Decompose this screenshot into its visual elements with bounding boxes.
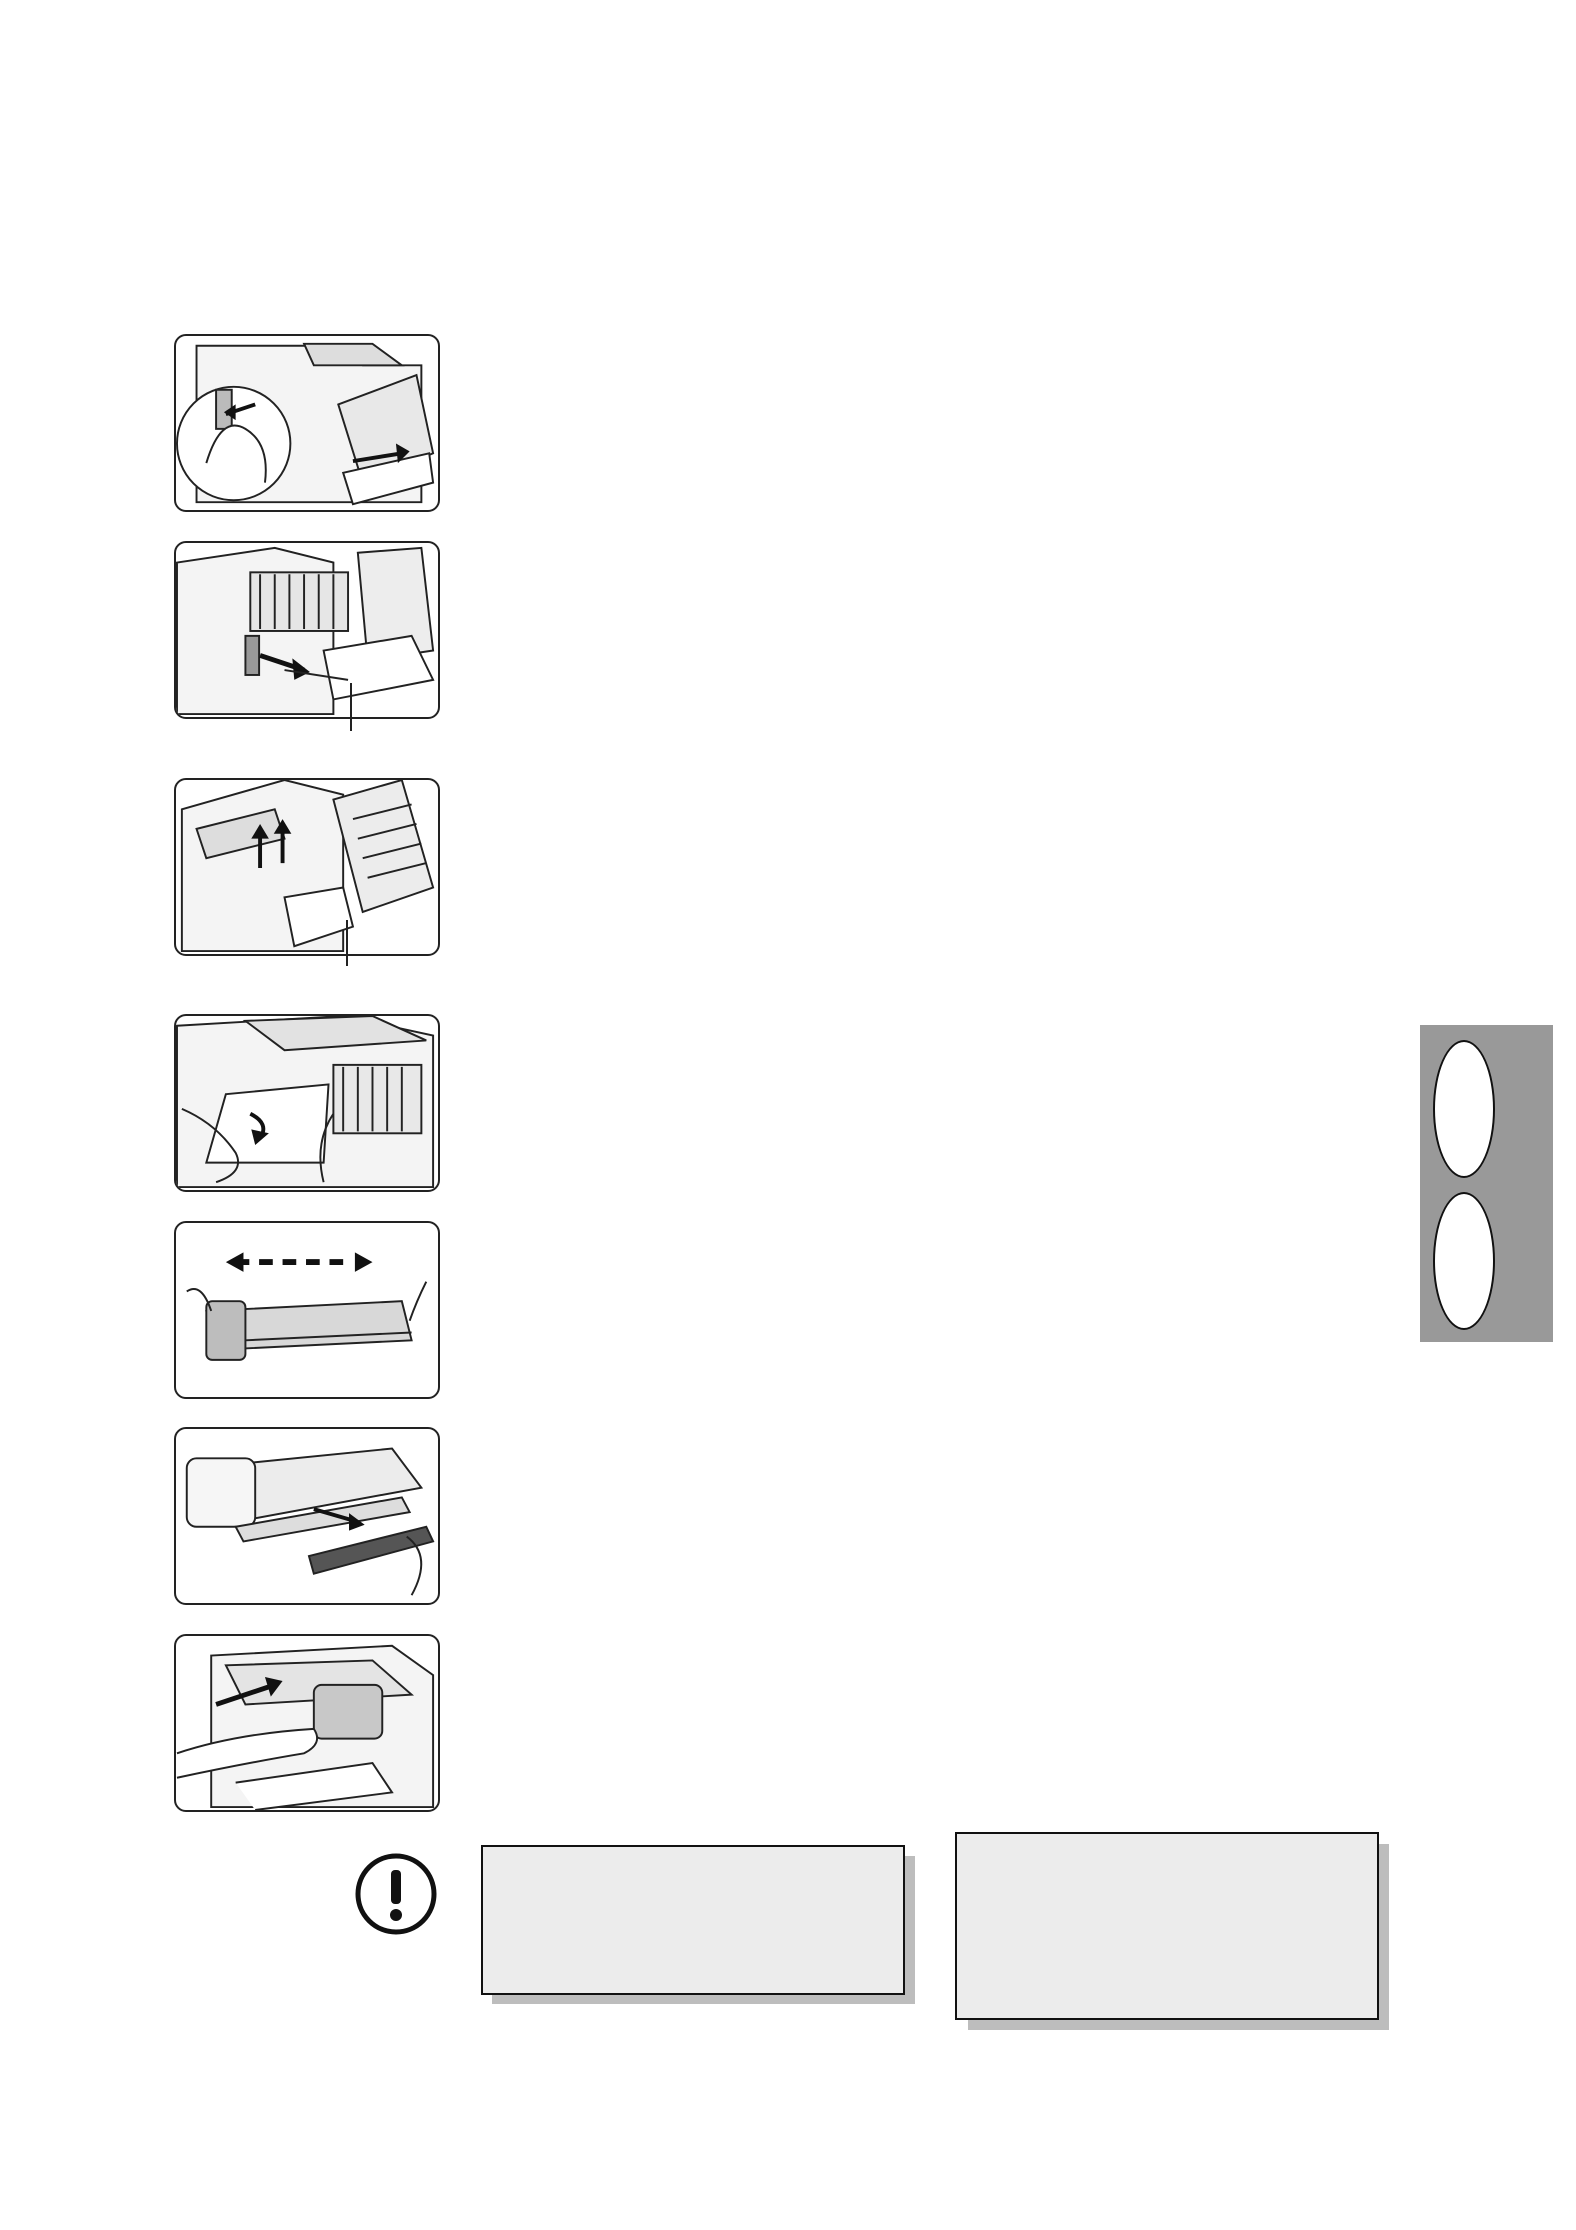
step-5-illustration [174, 1221, 440, 1399]
step-1-illustration [174, 334, 440, 512]
open-front-cover-illustration [176, 1016, 438, 1190]
step-3-illustration [174, 778, 440, 956]
side-tab-upper-oval [1433, 1040, 1495, 1178]
caution-note-box-left [481, 1845, 905, 1995]
callout-line [346, 920, 348, 966]
side-tab-lower-oval [1433, 1192, 1495, 1330]
fusing-unit-illustration [176, 543, 438, 717]
shake-toner-cartridge-illustration [176, 1223, 438, 1397]
step-6-illustration [174, 1427, 440, 1605]
lift-paper-guide-illustration [176, 780, 438, 954]
caution-note-box-right [955, 1832, 1379, 2020]
caution-exclamation-icon [354, 1852, 438, 1936]
open-side-cover-illustration [176, 336, 438, 510]
step-7-illustration [174, 1634, 440, 1812]
callout-line [350, 683, 352, 731]
remove-protective-cover-illustration [176, 1429, 438, 1603]
step-4-illustration [174, 1014, 440, 1192]
step-2-illustration [174, 541, 440, 719]
insert-toner-cartridge-illustration [176, 1636, 438, 1810]
